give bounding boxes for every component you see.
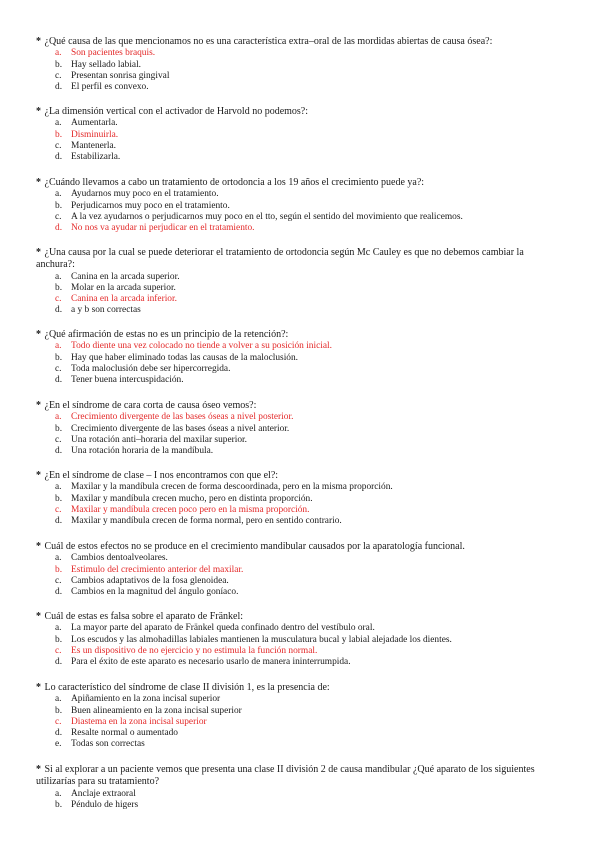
bullet-star: * (36, 682, 41, 693)
options-list (36, 789, 558, 812)
option: a. Anclaje extraoral (55, 788, 136, 799)
options-list (36, 482, 393, 527)
options-list (36, 623, 452, 668)
option: a. Apiñamiento en la zona incisal superior (55, 694, 221, 705)
bullet-star: * (36, 247, 41, 258)
options-list (36, 118, 308, 163)
question-4 (36, 247, 558, 317)
option: b. Maxilar y mandíbula crecen mucho, pero en distinta proporción. (55, 493, 313, 504)
option: a. Maxilar y la mandíbula crecen de forma descoordinada, pero en la misma proporción. (55, 482, 393, 493)
option-correct: a. Todo diente una vez colocado no tiende a volver a su posición inicial. (55, 341, 332, 352)
option: d. Cambios en la magnitud del ángulo goníaco. (55, 587, 239, 598)
option-correct: a. Crecimiento divergente de las bases óseas a nivel posterior. (55, 412, 294, 423)
question-9 (36, 611, 452, 668)
option: b. Los escudos y las almohadillas labiales mantienen la musculatura bucal y labial alejadade los dientes. (55, 634, 452, 645)
question-8 (36, 541, 465, 598)
option: d. Una rotación horaria de la mandíbula. (55, 446, 214, 457)
option: c. A la vez ayudarnos o perjudicarnos muy poco en el tto, según el sentido del movimiento que realicemos. (55, 211, 463, 222)
options-list (36, 189, 463, 234)
question-text: ¿Qué afirmación de estas no es un principio de la retención?: (44, 329, 289, 340)
option: d. a y b son correctas (55, 305, 141, 316)
options-list (36, 48, 492, 93)
question-text: Cuál de estos efectos no se produce en el crecimiento mandibular causados por la aparatología funcional. (44, 541, 465, 552)
question-text: Lo característico del síndrome de clase II división 1, es la presencia de: (44, 682, 330, 693)
option: d. El perfil es convexo. (55, 82, 149, 93)
options-list (36, 694, 330, 750)
question-6 (36, 400, 293, 457)
bullet-star: * (36, 177, 41, 188)
option-correct: d. No nos va ayudar ni perjudicar en el tratamiento. (55, 223, 255, 234)
question-text: ¿Qué causa de las que mencionamos no es una característica extra–oral de las mordidas abiertas de causa ósea?: (44, 36, 493, 47)
bullet-star: * (36, 329, 41, 340)
option: b. Hay sellado labial. (55, 59, 142, 70)
question-text: Si al explorar a un paciente vemos que presenta una clase II división 2 de causa mandibular ¿Qué aparato de los siguientes utilizarías para su tratamiento? (36, 764, 535, 788)
option: b. Perjudicarnos muy poco en el tratamiento. (55, 200, 230, 211)
question-2 (36, 106, 308, 163)
options-list (36, 412, 293, 457)
bullet-star: * (36, 106, 41, 117)
option: c. Mantenerla. (55, 140, 117, 151)
options-list (36, 553, 465, 598)
option-correct: b. Estimulo del crecimiento anterior del maxilar. (55, 564, 244, 575)
options-list (36, 272, 558, 317)
option: c. Toda maloclusión debe ser hipercorregida. (55, 363, 231, 374)
option: b. Crecimiento divergente de las bases óseas a nivel anterior. (55, 423, 290, 434)
option: a. Canina en la arcada superior. (55, 271, 180, 282)
question-text: ¿La dimensión vertical con el activador de Harvold no podemos?: (44, 106, 309, 117)
option: d. Para el éxito de este aparato es necesario usarlo de manera ininterrumpida. (55, 657, 351, 668)
option: d. Tener buena intercuspidación. (55, 375, 184, 386)
option: c. Cambios adaptativos de la fosa glenoidea. (55, 575, 229, 586)
bullet-star: * (36, 541, 41, 552)
option: c. Presentan sonrisa gingival (55, 70, 170, 81)
question-10 (36, 682, 330, 751)
options-list (36, 341, 332, 386)
option: d. Maxilar y mandíbula crecen de forma normal, pero en sentido contrario. (55, 516, 342, 527)
option: c. Una rotación anti–horaria del maxilar superior. (55, 434, 247, 445)
option-correct: b. Disminuirla. (55, 129, 119, 140)
option: d. Resalte normal o aumentado (55, 728, 178, 739)
question-text: ¿En el síndrome de cara corta de causa óseo vemos?: (44, 400, 257, 411)
option-correct: c. Maxilar y mandíbula crecen poco pero en la misma proporción. (55, 504, 310, 515)
bullet-star: * (36, 764, 41, 775)
option: e. Todas son correctas (55, 739, 145, 750)
bullet-star: * (36, 36, 41, 47)
question-text: ¿Una causa por la cual se puede deteriorar el tratamiento de ortodoncia según Mc Cauley es que no debemos cambiar la anchura?: (36, 247, 524, 271)
question-text: ¿En el síndrome de clase – I nos encontramos con que el?: (44, 470, 279, 481)
option: a. Cambios dentoalveolares. (55, 553, 168, 564)
option-correct: c. Diastema en la zona incisal superior (55, 716, 207, 727)
option: a. La mayor parte del aparato de Fränkel queda confinado dentro del vestíbulo oral. (55, 623, 375, 634)
option: b. Péndulo de higers (55, 799, 139, 810)
option-correct: a. Son pacientes braquis. (55, 48, 156, 59)
bullet-star: * (36, 611, 41, 622)
option: a. Aumentarla. (55, 118, 118, 129)
bullet-star: * (36, 470, 41, 481)
question-3 (36, 177, 463, 234)
question-5 (36, 329, 332, 386)
question-1 (36, 36, 492, 93)
question-11 (36, 764, 558, 811)
option: d. Estabilizarla. (55, 152, 121, 163)
bullet-star: * (36, 400, 41, 411)
option: b. Buen alineamiento en la zona incisal superior (55, 705, 242, 716)
question-text: Cuál de estas es falsa sobre el aparato de Fränkel: (44, 611, 244, 622)
option-correct: c. Canina en la arcada inferior. (55, 294, 177, 305)
option: a. Ayudarnos muy poco en el tratamiento. (55, 189, 219, 200)
option: b. Molar en la arcada superior. (55, 282, 176, 293)
question-7 (36, 470, 393, 527)
option-correct: c. Es un dispositivo de no ejercicio y no estimula la función normal. (55, 645, 318, 656)
question-text: ¿Cuándo llevamos a cabo un tratamiento de ortodoncia a los 19 años el crecimiento puede ya?: (44, 177, 425, 188)
option: b. Hay que haber eliminado todas las causas de la maloclusión. (55, 352, 299, 363)
